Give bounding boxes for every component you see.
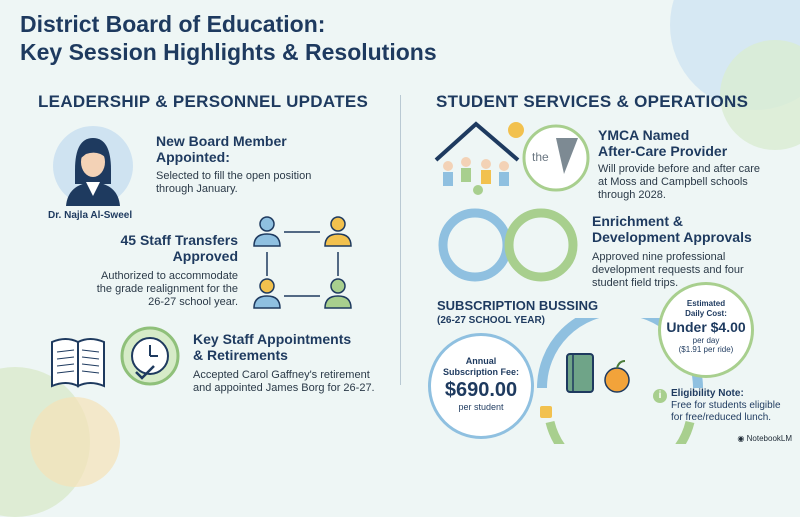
bussing-subheading: (26-27 SCHOOL YEAR) xyxy=(437,315,545,326)
ymca-logo-text: the xyxy=(532,150,549,164)
eligibility-note: Eligibility Note: Free for students eligible for free/reduced lunch. xyxy=(671,388,781,423)
board-member-avatar xyxy=(48,124,138,213)
ymca-block: YMCA Named After-Care Provider Will provide before and after care at Moss and Campbell schools through 2028. xyxy=(598,127,761,201)
house-kids-icon xyxy=(436,122,524,195)
annual-fee-badge: Annual Subscription Fee: $690.00 per student xyxy=(428,333,534,439)
section-heading-leadership: LEADERSHIP & PERSONNEL UPDATES xyxy=(38,92,369,111)
ymca-illustration xyxy=(432,116,592,203)
daily-cost-badge: Estimated Daily Cost: Under $4.00 per day ($1.91 per ride) xyxy=(658,282,754,378)
enrichment-block: Enrichment & Development Approvals Approved nine professional development requests and four student field trips. xyxy=(592,213,752,289)
transfers-block: 45 Staff Transfers Approved Authorized to accommodate the grade realignment for the 26-27 school year. xyxy=(96,232,238,308)
divider xyxy=(400,95,401,385)
appointments-icon xyxy=(48,326,188,395)
book-apple-icon xyxy=(563,348,643,403)
open-book-icon xyxy=(52,339,104,386)
person-avatar-icon xyxy=(48,124,138,208)
decor-blob xyxy=(30,397,120,487)
page-title: District Board of Education: Key Session Highlights & Resolutions xyxy=(20,11,437,65)
enrichment-rings-icon xyxy=(435,205,585,290)
bussing-heading: SUBSCRIPTION BUSSING xyxy=(437,298,599,313)
clock-check-icon xyxy=(122,328,178,384)
footer-brand: ◉ NotebookLM xyxy=(737,434,792,443)
info-icon: i xyxy=(653,389,667,403)
section-heading-student-services: STUDENT SERVICES & OPERATIONS xyxy=(436,92,749,111)
appointments-block: Key Staff Appointments & Retirements Accepted Carol Gaffney's retirement and appointed James Borg for 26-27. xyxy=(193,331,375,394)
notebook-logo-icon: ◉ xyxy=(737,434,745,443)
board-member-name: Dr. Najla Al-Sweel xyxy=(48,210,133,221)
staff-transfer-icon xyxy=(250,212,360,321)
board-member-block: New Board Member Appointed: Selected to fill the open position through January. xyxy=(156,133,312,195)
